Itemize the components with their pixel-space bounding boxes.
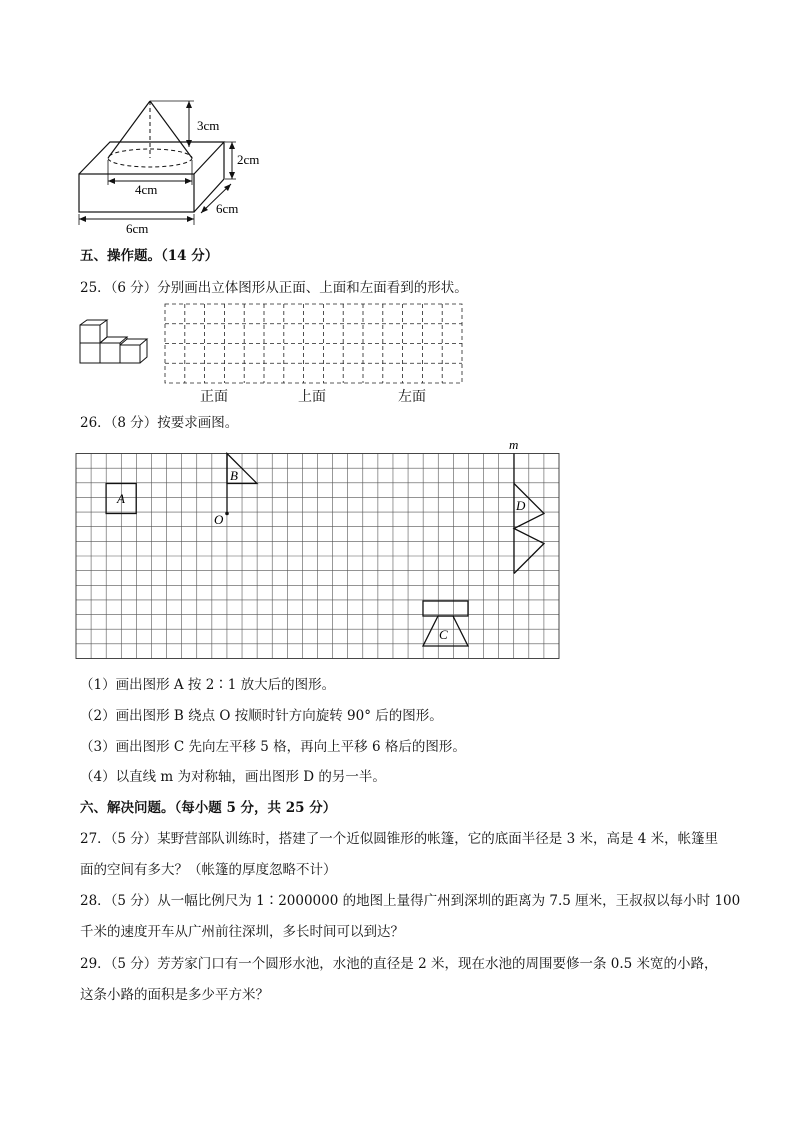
question-29-line-1: 29．（5 分）芳芳家门口有一个圆形水池，水池的直径是 2 米，现在水池的周围要修一条 0.5 米宽的小路， [80, 956, 718, 972]
label-a: A [117, 491, 125, 506]
question-27-line-1: 27．（5 分）某野营部队训练时，搭建了一个近似圆锥形的帐篷，它的底面半径是 3 米，高是 4 米，帐篷里 [80, 831, 719, 847]
question-27-line-2: 面的空间有多大？（帐篷的厚度忽略不计） [80, 862, 337, 878]
question-26: 26．（8 分）按要求画图。 [80, 415, 239, 431]
drawing-grid [72, 436, 564, 664]
cube-stack-figure [76, 318, 152, 370]
question-25: 25．（6 分）分别画出立体图形从正面、上面和左面看到的形状。 [80, 280, 468, 296]
box-height-label: 2cm [237, 152, 260, 167]
question-28-line-2: 千米的速度开车从广州前往深圳，多长时间可以到达？ [80, 924, 404, 940]
shape-c-top [423, 601, 468, 616]
cone-height-label: 3cm [197, 118, 220, 133]
depth-label: 6cm [216, 201, 239, 216]
view-label-top: 上面 [298, 389, 326, 405]
view-label-left: 左面 [398, 389, 426, 405]
label-o: O [214, 512, 224, 527]
question-29-line-2: 这条小路的面积是多少平方米？ [80, 987, 269, 1003]
label-m: m [509, 437, 519, 452]
task-4: （4）以直线 m 为对称轴，画出图形 D 的另一半。 [80, 769, 386, 785]
task-3: （3）画出图形 C 先向左平移 5 格，再向上平移 6 格后的图形。 [80, 739, 466, 755]
length-label: 6cm [126, 221, 149, 235]
diameter-label: 4cm [135, 182, 158, 197]
solid-figure [70, 95, 280, 235]
view-label-front: 正面 [200, 389, 228, 405]
section-6-title: 六、解决问题。（每小题 5 分，共 25 分） [80, 800, 337, 816]
task-1: （1）画出图形 A 按 2∶1 放大后的图形。 [80, 677, 336, 693]
label-d: D [516, 498, 526, 513]
label-c: C [439, 627, 448, 642]
label-b: B [230, 468, 238, 483]
views-grid [164, 303, 464, 385]
question-28-line-1: 28．（5 分）从一幅比例尺为 1∶2000000 的地图上量得广州到深圳的距离为 7.5 厘米，王叔叔以每小时 100 [80, 893, 741, 909]
section-5-title: 五、操作题。（14 分） [80, 248, 219, 264]
point-o [225, 512, 229, 516]
task-2: （2）画出图形 B 绕点 O 按顺时针方向旋转 90° 后的图形。 [80, 708, 443, 724]
